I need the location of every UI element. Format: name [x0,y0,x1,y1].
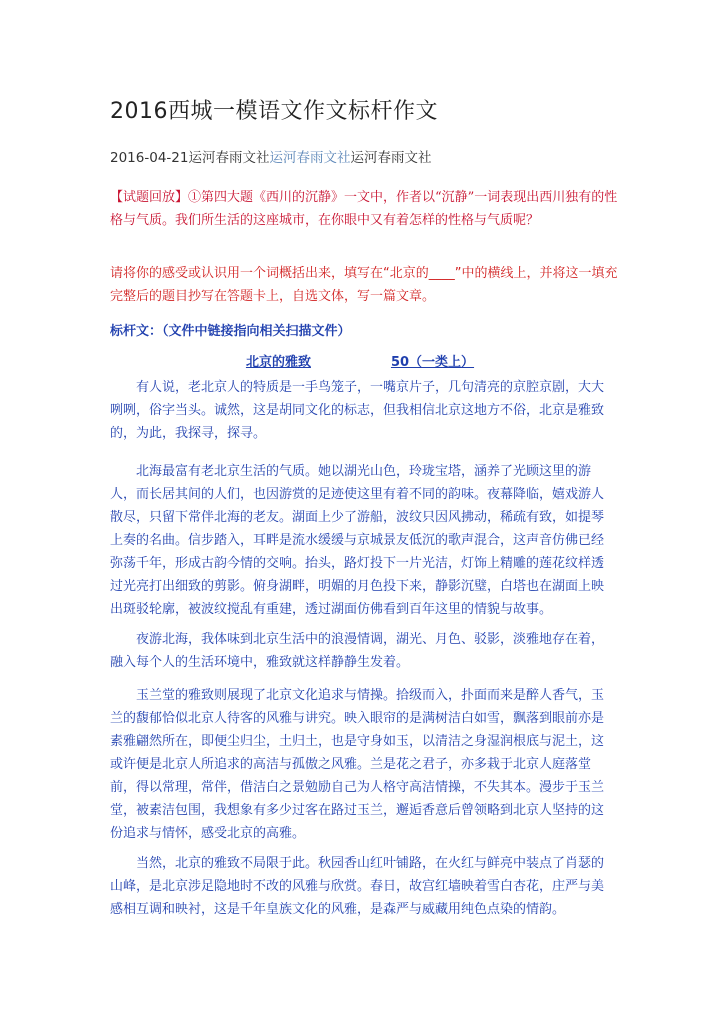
essay-paragraph-1 [110,376,616,445]
model-essay-label: 标杆文：（文件中链接指向相关扫描文件） [110,324,351,339]
essay-paragraph-2 [110,460,616,621]
paragraph-text: 当然，北京的雅致不局限于此。秋园香山红叶铺路，在火红与鲜亮中装点了肖瑟的山峰，是北京涉足隐地时不改的风雅与欣赏。春日，故宫红墙映着雪白杏花，庄严与美感相互调和映衬，这是千年皇族文化的风雅，是森严与威藏用纯色点染的情韵。 [110,856,605,917]
author-name: 运河春雨文社 [188,150,270,166]
essay-paragraph-4 [110,684,616,845]
essay-paragraph-5 [110,852,616,921]
page-title: 2016西城一模语文作文标杆作文 [110,99,438,124]
prompt-review: 【试题回放】①第四大题《西川的沉静》一文中，作者以“沉静”一词表现出西川独有的性格与气质。我们所生活的这座城市，在你眼中又有着怎样的性格与气质呢？ [110,190,618,228]
author-link[interactable]: 运河春雨文社 [269,150,351,166]
prompt-task: 请将你的感受或认识用一个词概括出来，填写在“北京的____”中的横线上，并将这一填充完整后的题目抄写在答题卡上，自选文体，写一篇文章。 [110,266,618,304]
paragraph-text: 玉兰堂的雅致则展现了北京文化追求与情操。拾级而入，扑面而来是醉人香气，玉兰的馥郁恰似北京人待客的风雅与讲究。映入眼帘的是满树洁白如雪，飘落到眼前亦是素雅翩然所在，即便尘归尘，土归土，也是守身如玉，以清洁之身湿润根底与泥土，这或许便是北京人所追求的高洁与孤傲之风雅。兰是花之君子，亦多栽于北京人庭落堂前，得以常理，常伴，借洁白之景勉励自己为人格守高洁情操，不失其本。漫步于玉兰堂，被素洁包围，我想象有多少过客在路过玉兰，邂逅香意后曾领略到北京人坚持的这份追求与情怀，感受北京的高雅。 [110,688,605,841]
paragraph-text: 夜游北海，我体味到北京生活中的浪漫情调，湖光、月色、驳影，淡雅地存在着，融入每个人的生活环境中，雅致就这样静静生发着。 [110,632,605,670]
paragraph-text: 有人说，老北京人的特质是一手鸟笼子，一嘴京片子，几句清亮的京腔京剧，大大咧咧，俗字当头。诚然，这是胡同文化的标志，但我相信北京这地方不俗，北京是雅致的，为此，我探寻，探寻。 [110,380,605,441]
essay-paragraph-3 [110,628,616,674]
essay-title: 北京的雅致 [245,355,311,370]
author-name-repeat: 运河春雨文社 [350,150,432,166]
publish-date: 2016-04-21 [110,150,189,166]
essay-heading [0,351,720,370]
paragraph-text: 北海最富有老北京生活的气质。她以湖光山色，玲珑宝塔，涵养了光顾这里的游人，而长居其间的人们，也因游赏的足迹使这里有着不同的韵味。夜幕降临，嬉戏游人散尽，只留下常伴北海的老友。湖面上少了游船，波纹只因风拂动，稀疏有致，如提琴上奏的名曲。信步踏入，耳畔是流水缓缓与京城景友低沉的歌声混合，这声音仿佛已经弥荡千年，形成古韵今情的交响。抬头，路灯投下一片光洁，灯饰上精雕的莲花纹样透过光亮打出细致的剪影。俯身湖畔，明媚的月色投下来，静影沉璧，白塔也在湖面上映出斑驳轮廓，被波纹搅乱有重建，透过湖面仿佛看到百年这里的情貌与故事。 [110,464,605,617]
essay-score: 50（一类上） [390,355,475,370]
article-meta [110,146,431,166]
